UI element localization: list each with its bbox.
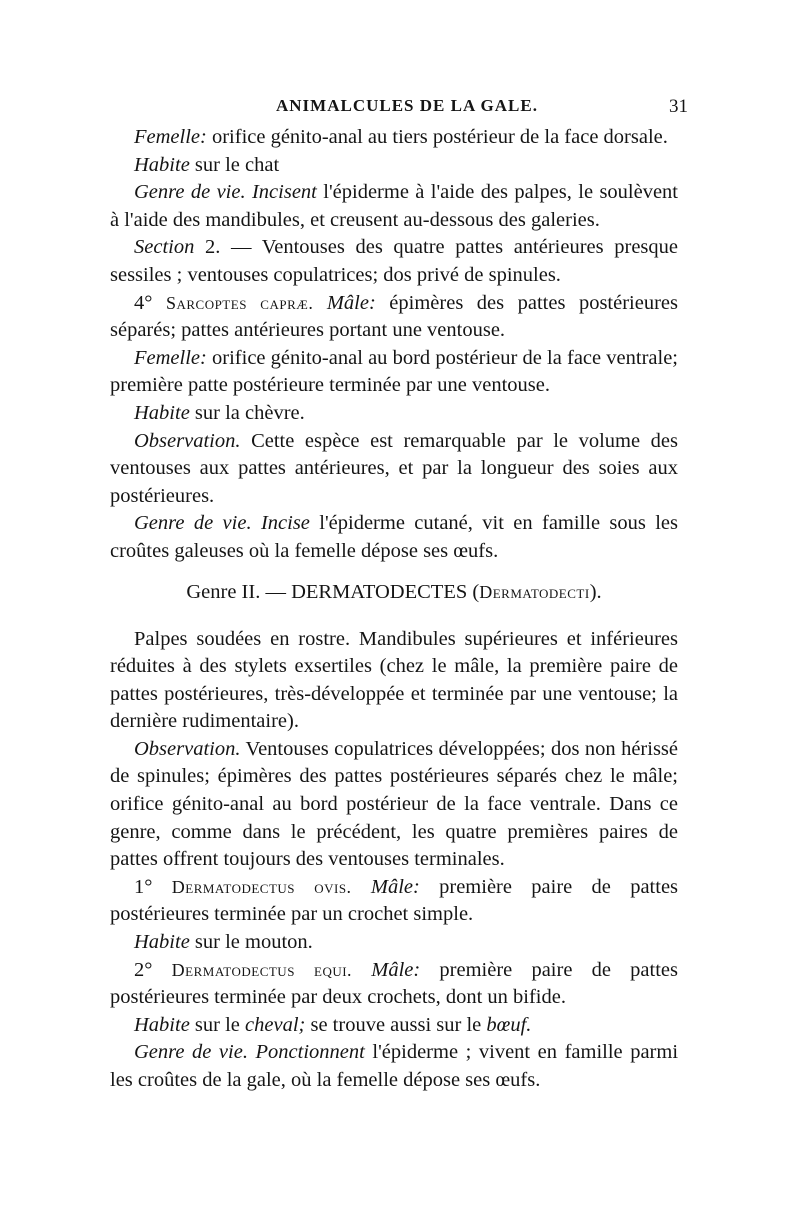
paragraph-observation-2 [110,736,678,874]
paragraph-habite-cheval [110,1012,678,1040]
paragraph-section-2 [110,234,678,289]
paragraph-text: Palpes soudées en rostre. Mandibules supérieures et inférieures réduites à des stylets exsertiles (chez le mâle, la première paire de pattes postérieures, très-développée et terminée par une ventouse; la dernière rudimentaire). [110,627,678,733]
paragraph-text: orifice génito-anal au bord postérieur de la face ventrale; première patte postérieure terminée par une ventouse. [110,346,678,397]
term-label: Habite [134,1013,190,1036]
paragraph-sarcoptes-caprae [110,290,678,345]
paragraph-femelle-chat [110,124,678,152]
species-name: Dermatodectus equi. [171,959,353,980]
paragraph-text: Cette espèce est remarquable par le volume des ventouses aux pattes antérieures, et par la longueur des soies aux postérieures. [110,429,678,507]
term-label: Observation. [134,429,241,452]
item-number: 4° [134,291,166,314]
animal-name: bœuf. [486,1013,532,1036]
animal-name: cheval; [245,1013,306,1036]
paragraph-text: sur le mouton. [189,931,313,954]
paragraph-text: sur le chat [189,153,280,176]
page-body [110,124,678,1095]
paragraph-habite-mouton [110,929,678,957]
term-label: Mâle: [371,958,421,981]
paragraph-text: se trouve aussi sur le [305,1013,487,1036]
paragraph-genre-de-vie-1 [110,179,678,234]
term-verb: Incisent [251,181,317,204]
heading-latin: Dermatodecti [479,581,590,602]
paragraph-text: l'épiderme cutané, vit en famille sous les croûtes galeuses où la femelle dépose ses œufs. [110,512,679,562]
heading-suffix: ). [589,580,602,603]
term-label: Genre de vie. [134,512,252,535]
paragraph-femelle-chevre [110,345,678,400]
paragraph-dermatodectus-equi [110,957,678,1012]
term-label: Genre de vie. [134,181,246,204]
paragraph-text: l'épiderme ; vivent en famille parmi les croûtes de la gale, où la femelle dépose ses œufs. [110,1041,679,1091]
running-header [110,96,688,124]
paragraph-text: première paire de pattes postérieures terminée par deux crochets, dont un bifide. [110,958,678,1009]
genus-heading [110,578,678,606]
paragraph-genre-de-vie-3 [110,1039,678,1094]
page-number: 31 [669,96,688,117]
paragraph-text: Ventouses copulatrices développées; dos non hérissé de spinules; épimères des pattes postérieures séparés chez le mâle; orifice génito-anal au bord postérieur de la face ventrale. Dans ce genre, comme dans le précédent, les quatre premières paires de pattes offrent toujours des ventouses terminales. [110,737,678,871]
paragraph-palpes [110,626,678,736]
species-name: Dermatodectus ovis. [171,876,352,897]
paragraph-text: l'épiderme à l'aide des palpes, le soulèvent à l'aide des mandibules, et creusent au-dessous des galeries. [110,181,679,231]
term-label: Habite [134,931,190,954]
term-verb: Ponctionnent [255,1041,365,1064]
term-label: Section [134,236,195,259]
species-name: Sarcoptes capræ. [165,292,314,313]
paragraph-text: première paire de pattes postérieures terminée par un crochet simple. [110,875,679,926]
term-label: Mâle: [326,291,376,314]
paragraph-text: épimères des pattes postérieures séparés; pattes antérieures portant une ventouse. [110,291,678,342]
paragraph-observation-1 [110,428,678,511]
paragraph-text: 2. — Ventouses des quatre pattes antérieures presque sessiles ; ventouses copulatrices; dos privé de spinules. [110,236,678,286]
term-label: Femelle: [134,346,207,369]
term-label: Habite [134,401,190,424]
heading-prefix: Genre II. — DERMATODECTES ( [186,580,480,603]
paragraph-dermatodectus-ovis [110,874,678,929]
paragraph-genre-de-vie-2 [110,510,678,565]
item-number: 1° [134,875,172,898]
paragraph-text: sur la chèvre. [189,401,305,424]
term-verb: Incise [260,512,310,535]
term-label: Mâle: [370,875,420,898]
term-label: Genre de vie. [134,1041,248,1064]
item-number: 2° [134,958,172,981]
paragraph-text: orifice génito-anal au tiers postérieur de la face dorsale. [206,126,668,148]
term-label: Femelle: [134,126,207,148]
paragraph-habite-chevre [110,400,678,428]
running-title: ANIMALCULES DE LA GALE. [276,96,538,115]
term-label: Habite [134,153,190,176]
paragraph-habite-chat [110,152,678,180]
term-label: Observation. [134,737,241,760]
paragraph-text: sur le [189,1013,246,1036]
